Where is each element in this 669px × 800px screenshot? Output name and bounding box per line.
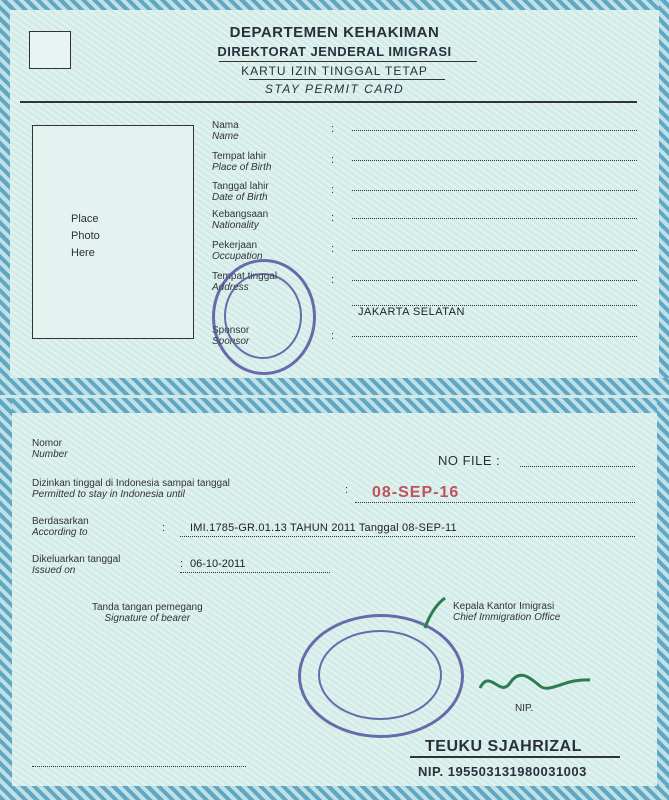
nip-label: NIP. (515, 703, 534, 714)
card-title-en: STAY PERMIT CARD (264, 82, 405, 96)
field-name-line (352, 130, 637, 131)
according-to-line (180, 536, 635, 537)
header-rule (219, 61, 477, 62)
directorate-title: DIREKTORAT JENDERAL IMIGRASI (217, 44, 452, 59)
stay-permit-card-front: DEPARTEMEN KEHAKIMAN DIREKTORAT JENDERAL IMIGRASI KARTU IZIN TINGGAL TETAP STAY PERMIT CARD Place Photo Here Nama Name : Tempat lahir Place of Birth : Tanggal lahir Date of Birth : Kebangsaan Nationality : Pekerjaan Occupation : Tempat tinggal Address : JAKARTA SELATAN Sponsor Sponsor : (0, 0, 669, 395)
no-file-line (520, 466, 635, 467)
number-label: Nomor Number (32, 438, 68, 460)
office-stamp-bottom-inner (318, 630, 442, 720)
official-name: TEUKU SJAHRIZAL (425, 738, 582, 755)
office-stamp-top-inner (224, 273, 302, 359)
according-to-value: IMI.1785-GR.01.13 TAHUN 2011 Tanggal 08-SEP-11 (190, 522, 457, 534)
field-address-line-2 (352, 305, 637, 306)
card-border-bottom (0, 378, 669, 395)
official-nip: NIP. 195503131980031003 (418, 764, 587, 779)
issued-on-line (180, 572, 330, 573)
official-signature (470, 658, 610, 708)
issued-on-value: 06-10-2011 (190, 558, 246, 570)
official-initial (420, 593, 450, 633)
header-rule-2 (249, 79, 445, 80)
card-border-top (0, 398, 669, 413)
field-birthplace-line (352, 160, 637, 161)
photo-text-line: Place (71, 213, 99, 225)
card-border-top (0, 0, 669, 10)
card-border-bottom (0, 786, 669, 800)
field-birthplace-label: Tempat lahir Place of Birth (212, 151, 272, 173)
photo-box (32, 125, 194, 339)
bearer-signature-label: Tanda tangan pemegang Signature of bearer (92, 602, 203, 624)
field-nationality-label: Kebangsaan Nationality (212, 209, 269, 231)
field-occupation-label: Pekerjaan Occupation (212, 240, 263, 262)
field-birthdate-label: Tanggal lahir Date of Birth (212, 181, 269, 203)
field-address-label: Tempat tinggal Address (212, 271, 278, 293)
permit-until-line (355, 502, 635, 503)
department-title: DEPARTEMEN KEHAKIMAN (229, 24, 440, 41)
stay-permit-card-back: Nomor Number NO FILE : Dizinkan tinggal di Indonesia sampai tanggal Permitted to stay in Indonesia until : 08-SEP-16 Berdasarkan According to : IMI.1785-GR.01.13 TAHUN 2011 Tanggal 08-SEP-11 Dikeluarkan tanggal Issued on : 06-10-2011 Tanda tangan pemegang Signature of bearer Kepala Kantor Imigrasi Chief Immigration Office NIP. TEUKU SJAHRIZAL NIP. 195503131980031003 (0, 398, 669, 800)
header-divider (20, 101, 637, 103)
card-title-id: KARTU IZIN TINGGAL TETAP (241, 64, 428, 78)
photo-text-line: Here (71, 247, 95, 259)
no-file-label: NO FILE : (438, 453, 501, 468)
issued-on-label: Dikeluarkan tanggal Issued on (32, 554, 121, 576)
field-name-label: Nama Name (212, 120, 239, 142)
field-sponsor-label: Sponsor Sponsor (212, 325, 250, 347)
card-border-left (0, 0, 10, 395)
permit-until-label: Dizinkan tinggal di Indonesia sampai tanggal Permitted to stay in Indonesia until (32, 478, 230, 500)
photo-text-line: Photo (71, 230, 100, 242)
address-value: JAKARTA SELATAN (358, 306, 465, 318)
field-nationality-line (352, 218, 637, 219)
according-to-label: Berdasarkan According to (32, 516, 89, 538)
card-border-right (659, 0, 669, 395)
field-sponsor-line (352, 336, 637, 337)
card-border-left (0, 398, 12, 800)
field-occupation-line (352, 250, 637, 251)
chief-office-label: Kepala Kantor Imigrasi Chief Immigration Office (453, 601, 561, 623)
permit-until-value: 08-SEP-16 (372, 484, 460, 501)
card-border-right (657, 398, 669, 800)
bearer-signature-line (32, 766, 246, 767)
official-name-rule (410, 756, 620, 758)
field-address-line (352, 280, 637, 281)
field-birthdate-line (352, 190, 637, 191)
